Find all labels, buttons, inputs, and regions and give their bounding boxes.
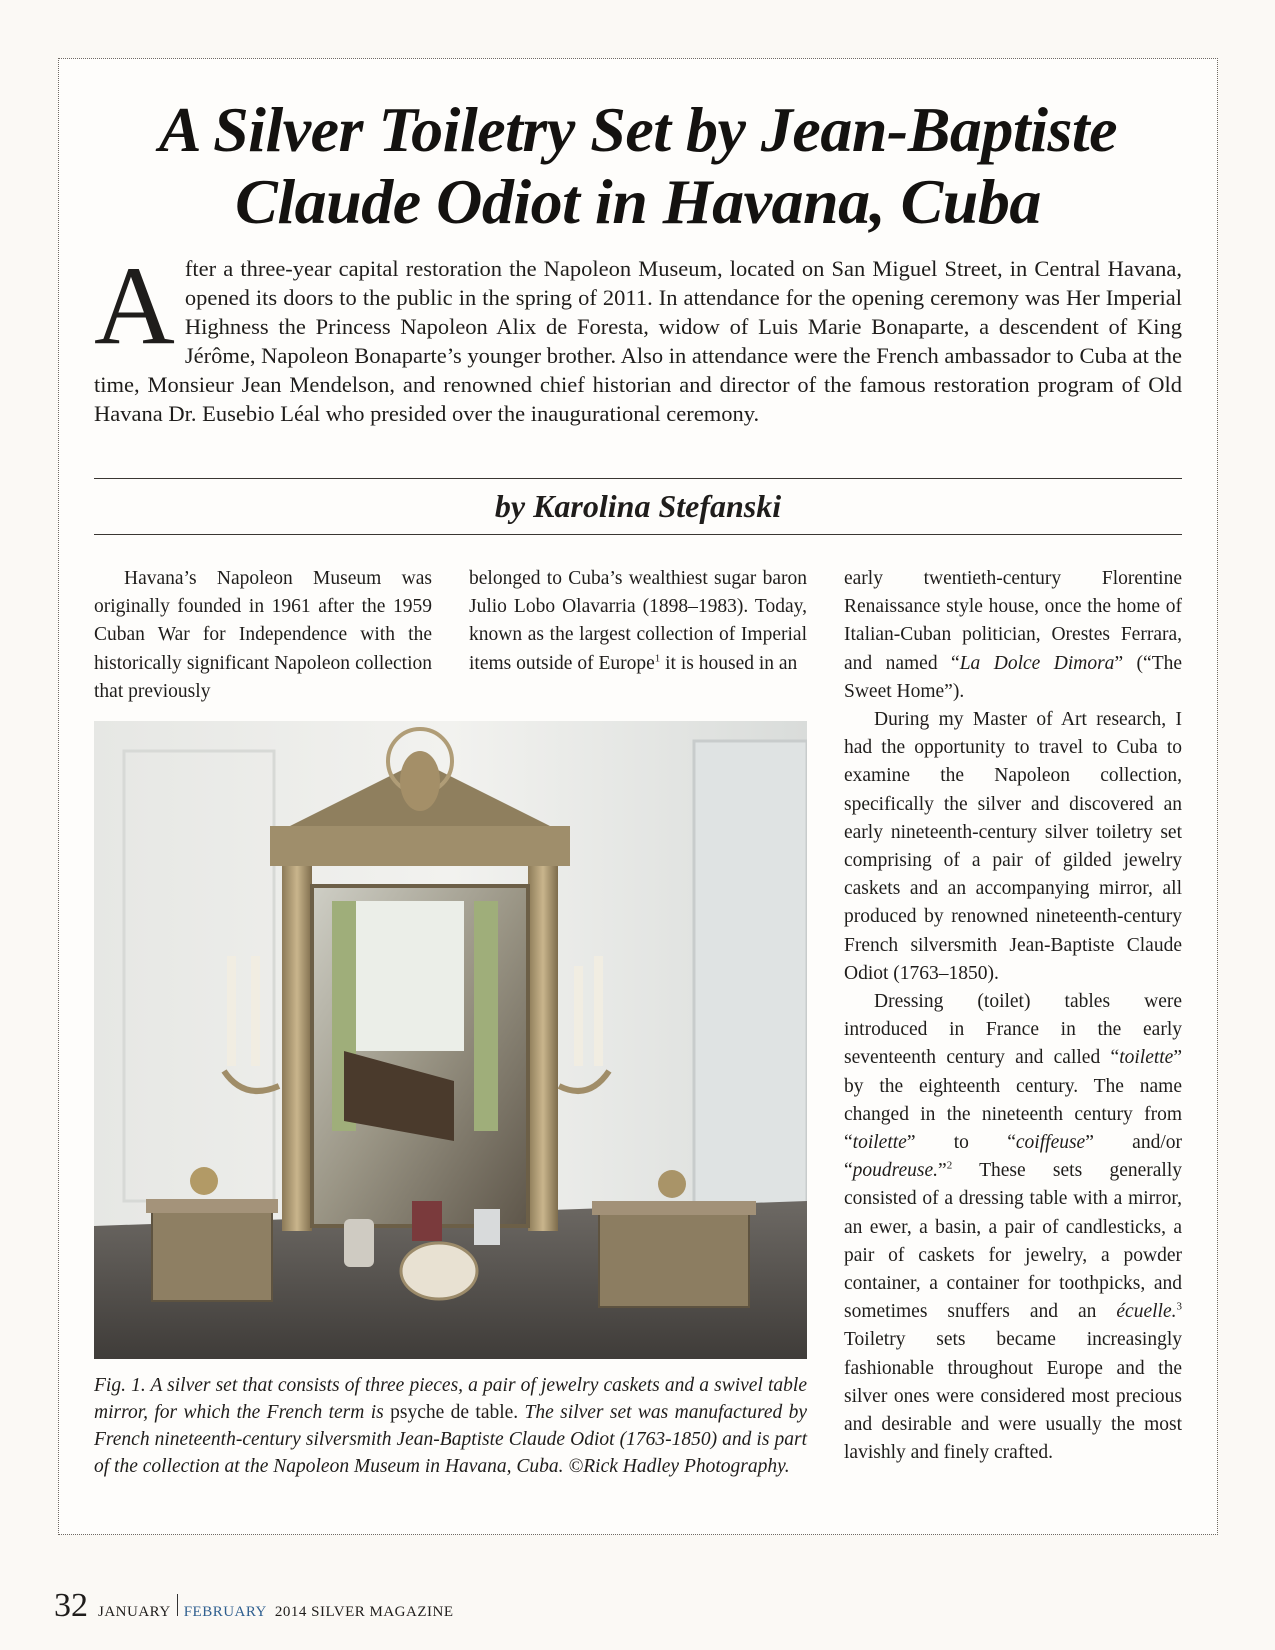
issue-month-1: JANUARY — [98, 1604, 171, 1620]
italic-term: écuelle. — [1116, 1301, 1177, 1323]
text-run: ” by the eighteenth century. The name changed in the nineteenth century from “ — [844, 1047, 1182, 1154]
text-run: Dressing (toilet) tables were introduced in France in the early seventeenth century and called “ — [844, 991, 1182, 1069]
article-title — [70, 94, 1206, 238]
text-run: ” — [938, 1160, 947, 1182]
issue-month-2: FEBRUARY — [183, 1604, 267, 1620]
byline-rule-top — [94, 478, 1182, 479]
body-column-1 — [94, 565, 432, 706]
text-run: it is housed in an — [660, 652, 798, 674]
text-run: belonged to Cuba’s wealthiest sugar baron Julio Lobo Olavarria (1898–1983). Today, known as the largest collection of Imperial items outside of Europe — [469, 568, 807, 674]
figure-photo — [94, 721, 807, 1359]
page-number: 32 — [54, 1587, 88, 1624]
body-column-2 — [469, 565, 807, 678]
caption-term: psyche de table. — [390, 1402, 519, 1423]
footnote-ref-3[interactable]: 3 — [1176, 1300, 1182, 1313]
body-paragraph — [469, 565, 807, 678]
body-column-3 — [844, 565, 1182, 1468]
text-run: Toiletry sets became increasingly fashionable throughout Europe and the silver ones were considered most precious and desirable and were usually the most lavishly and finely crafted. — [844, 1329, 1182, 1464]
text-run: ” and/or “ — [844, 1132, 1182, 1182]
page-footer — [54, 1586, 454, 1626]
figure-caption — [94, 1372, 807, 1480]
caption-text: Fig. 1. A silver set that consists of three pieces, a pair of jewelry caskets and a swivel table mirror, for which the French term is — [94, 1375, 807, 1423]
caption-text: The silver set was manufactured by French nineteenth-century silversmith Jean-Baptiste Claude Odiot (1763-1850) and is part of the collection at the Napoleon Museum in Havana, Cuba. ©Rick Hadley Photography. — [94, 1402, 807, 1477]
issue-year-magazine: 2014 SILVER MAGAZINE — [274, 1604, 454, 1620]
title-line-1: A Silver Toiletry Set by Jean-Baptiste — [158, 94, 1118, 165]
byline: by Karolina Stefanski — [494, 488, 782, 524]
text-run: ” (“The Sweet Home”). — [844, 652, 1183, 702]
wall-panel — [694, 741, 807, 1211]
body-paragraph — [844, 988, 1182, 1467]
italic-term: poudreuse. — [852, 1160, 939, 1182]
drop-cap: A — [94, 244, 175, 368]
italic-term: La Dolce Dimora — [959, 652, 1115, 674]
intro-text: fter a three-year capital restoration the Napoleon Museum, located on San Miguel Street, in Central Havana, opened its doors to the public in the spring of 2011. In attendance for the opening ceremony was Her Imperial Highness the Princess Napoleon Alix de Foresta, widow of Luis Marie Bonaparte, a descendent of King Jérôme, Napoleon Bonaparte’s younger brother. Also in attendance were the French ambassador to Cuba at the time, Monsieur Jean Mendelson, and renowned chief historian and director of the famous restoration program of Old Havana Dr. Eusebio Léal who presided over the inaugurational ceremony. — [94, 256, 1182, 426]
byline-rule-bottom — [94, 534, 1182, 535]
title-line-2: Claude Odiot in Havana, Cuba — [235, 166, 1041, 237]
text-run: These sets generally consisted of a dressing table with a mirror, an ewer, a basin, a pair of candlesticks, a pair of caskets for jewelry, a powder container, a container for toothpicks, and sometimes snuffers and an — [844, 1160, 1182, 1323]
text-run: ” to “ — [906, 1132, 1016, 1154]
text-run: early twentieth-century Florentine Renaissance style house, once the home of Italian-Cuban politician, Orestes Ferrara, and named “ — [844, 568, 1182, 674]
footnote-ref-2[interactable]: 2 — [946, 1159, 953, 1172]
italic-term: toilette — [852, 1132, 907, 1154]
body-paragraph: During my Master of Art research, I had the opportunity to travel to Cuba to examine the Napoleon collection, specifically the silver and discovered an early nineteenth-century silver toiletry set comprising of a pair of gilded jewelry caskets and an accompanying mirror, all produced by renowned nineteenth-century French silversmith Jean-Baptiste Claude Odiot (1763–1850). — [844, 709, 1182, 984]
footer-divider — [177, 1594, 178, 1616]
footnote-ref-1[interactable]: 1 — [654, 652, 661, 665]
italic-term: toilette — [1119, 1047, 1174, 1069]
intro-paragraph — [94, 244, 1182, 428]
body-paragraph — [844, 565, 1182, 706]
body-paragraph: Havana’s Napoleon Museum was originally founded in 1961 after the 1959 Cuban War for Independence with the historically significant Napoleon collection that previously — [94, 568, 432, 702]
italic-term: coiffeuse — [1015, 1132, 1086, 1154]
